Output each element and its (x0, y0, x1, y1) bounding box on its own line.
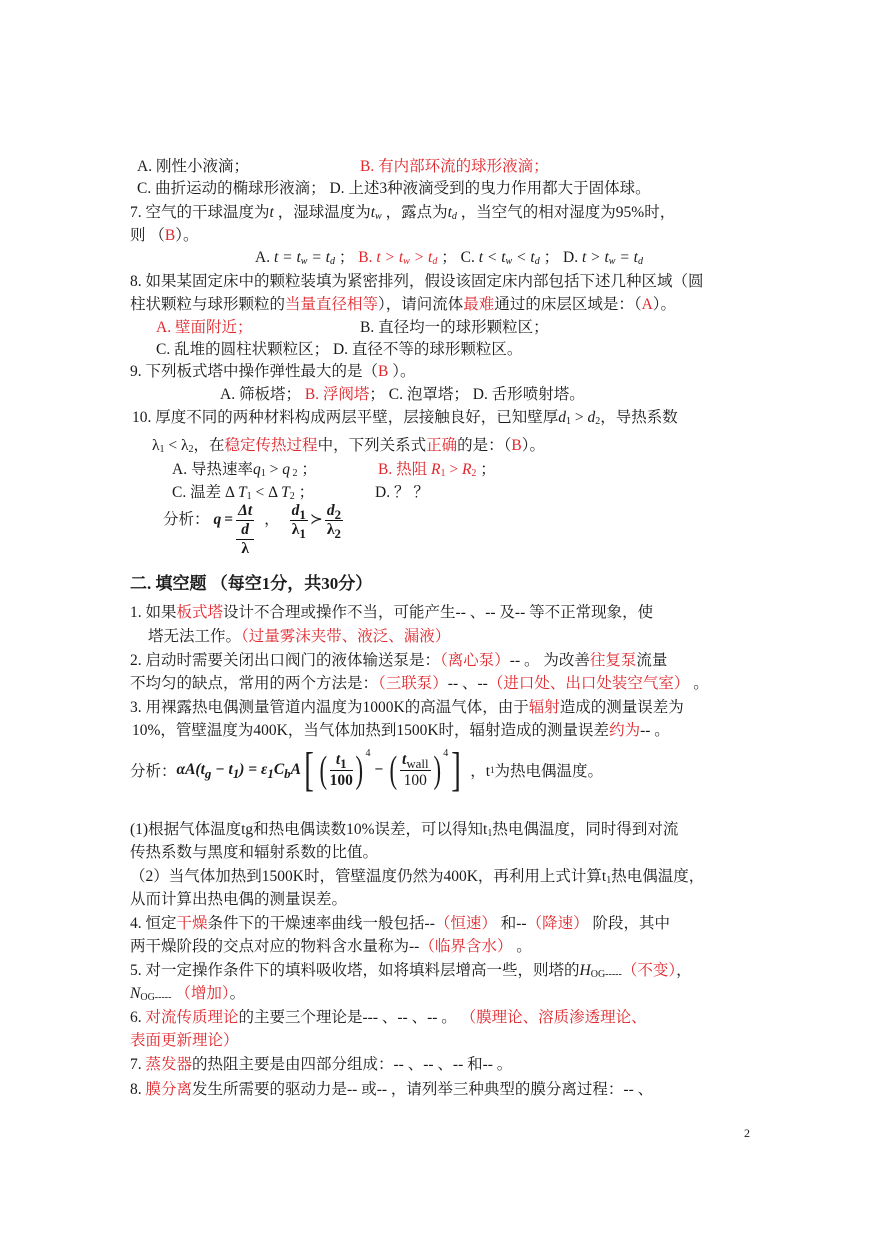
paren: ( (319, 749, 328, 791)
text-segment: t = t (273, 249, 301, 266)
text-line (130, 272, 704, 292)
tail: ，t (470, 763, 491, 780)
text-segment: 2 (289, 491, 295, 502)
answer-text: B (378, 363, 389, 380)
text-segment: 。 (229, 985, 246, 1002)
text-segment: C. 温差 Δ (172, 484, 238, 501)
text-segment: 1 (487, 828, 493, 839)
text-segment: < t (512, 249, 535, 266)
text-segment: 热电偶温度， (611, 868, 705, 885)
text-segment: 8. 如果某固定床中的颗粒装填为紧密排列，假设该固定床内部包括下述几种区域（圆 (130, 273, 704, 290)
text-segment: q (252, 461, 261, 478)
t1-sub: 1 (340, 755, 347, 771)
text-segment: H (579, 962, 591, 979)
answer-text: 表面更新理论） (130, 1032, 239, 1049)
text-segment: w (505, 256, 513, 267)
text-line (130, 961, 692, 981)
rp: ) = ε (239, 761, 268, 778)
minus: − (374, 761, 384, 778)
text-segment: -- 。 (640, 722, 670, 739)
answer-text: t > t (376, 249, 404, 266)
text-line (130, 362, 416, 382)
text-segment: 1 (566, 416, 572, 427)
t1: t (335, 750, 341, 768)
text-segment: 1 (246, 491, 252, 502)
sub-e1: 1 (267, 766, 274, 782)
formula-label: 分析： (130, 763, 177, 780)
text-segment: ； (334, 249, 359, 266)
text-segment: C. 乱堆的圆柱状颗粒区； D. 直径不等的球形颗粒区。 (156, 341, 523, 358)
l1: λ (291, 521, 300, 538)
text-line (130, 295, 676, 315)
text-segment: 10%，管壁温度为400K，当气体加热到1500K时，辐射造成的测量误差 (132, 722, 610, 739)
text-segment: 的主要三个理论是--- 、-- 、-- 。 (238, 1009, 461, 1026)
text-segment: ），请问流体 (378, 296, 464, 313)
answer-text: 板式塔 (176, 604, 224, 621)
answer-text: R (461, 461, 472, 478)
text-segment: ； D. (539, 249, 582, 266)
sub2b: 2 (334, 526, 341, 542)
text-segment: d (534, 256, 540, 267)
text-segment: 塔无法工作。 (148, 628, 242, 645)
paren: ) (433, 749, 441, 791)
text-line (156, 340, 522, 360)
text-segment: N (130, 985, 141, 1002)
text-line (137, 157, 249, 177)
right-bracket: ] (451, 743, 462, 796)
text-segment: 2. 启动时需要关闭出口阀门的液体输送泵是： (130, 652, 441, 669)
text-segment: （2）当气体加热到1500K时，管壁温度仍然为400K，再利用上式计算t (130, 868, 607, 885)
answer-text: d (432, 256, 438, 267)
answer-text: 蒸发器 (145, 1056, 193, 1073)
text-segment: 传热系数与黑度和辐射系数的比值。 (130, 844, 379, 861)
text-segment: OG----- (590, 969, 622, 980)
text-line (130, 1055, 512, 1075)
text-line (220, 385, 585, 405)
text-line (130, 914, 670, 934)
hundred: 100 (329, 771, 353, 789)
text-segment: 中，下列关系式 (317, 437, 427, 454)
answer-text: 辐射 (528, 699, 560, 716)
answer-text: 稳定传热过程 (224, 437, 318, 454)
text-segment: A. 刚性小液滴； (137, 158, 249, 175)
text-line (156, 318, 252, 338)
text-segment: 7. (130, 1056, 146, 1073)
text-segment: 从而计算出热电偶的测量误差。 (130, 891, 348, 908)
answer-text: > (445, 461, 462, 478)
text-segment: 柱状颗粒与球形颗粒的 (130, 296, 286, 313)
text-segment: t (269, 204, 274, 221)
text-segment: > (571, 409, 588, 426)
text-segment: 。 (512, 938, 532, 955)
text-line (130, 867, 704, 887)
text-line (148, 627, 450, 647)
minus: − t (211, 761, 233, 778)
text-segment: ，导热系数 (600, 409, 678, 426)
succeeds-sign: ≻ (309, 511, 323, 528)
text-segment: < Δ (251, 484, 282, 501)
answer-text: B. (358, 249, 377, 266)
text-line (378, 460, 496, 480)
text-segment: 2 (289, 468, 298, 479)
text-segment: t > t (581, 249, 609, 266)
answer-text: B. 浮阀塔 (304, 386, 370, 403)
text-segment: 热电偶温度，同时得到对流 (492, 821, 679, 838)
answer-text: （离心泵） (440, 652, 510, 669)
text-segment: 的热阻主要是由四部分组成：-- 、-- 、-- 和-- 。 (192, 1056, 513, 1073)
text-segment: > (265, 461, 283, 478)
text-line (130, 603, 653, 623)
text-segment: ）。 (652, 296, 677, 313)
text-segment: 1. 如果 (130, 604, 177, 621)
text-segment: q (282, 461, 290, 478)
fraction-d1 (290, 502, 308, 542)
power: 4 (443, 748, 449, 759)
answer-text: 正确 (426, 437, 458, 454)
answer-text: A. 壁面附近； (156, 319, 253, 336)
l2: λ (326, 521, 335, 538)
text-segment: w (608, 256, 616, 267)
text-segment: D. ？ ？ (375, 484, 429, 501)
formula-comma: ， (264, 511, 280, 528)
text-segment: 通过的床层区域是：（ (494, 296, 642, 313)
text-segment: ， (676, 962, 692, 979)
answer-text: B (164, 227, 176, 244)
text-segment: 两干燥阶段的交点对应的物料含水量称为-- (130, 938, 420, 955)
answer-text: （进口处、出口处装空气室） (487, 675, 690, 692)
text-segment: A. 导热速率 (172, 461, 253, 478)
text-segment: 5. 对一定操作条件下的填料吸收塔，如将填料层增高一些，则塔的 (130, 962, 580, 979)
text-line (130, 651, 667, 671)
text-segment: t (447, 204, 452, 221)
text-line (130, 890, 347, 910)
text-line (130, 820, 678, 840)
fraction-twall (400, 750, 431, 791)
answer-text: 对流传质理论 (145, 1009, 239, 1026)
answer-text: （三联泵） (378, 675, 448, 692)
answer-text: R (430, 461, 441, 478)
sub-1: 1 (232, 766, 240, 782)
text-segment: 6. (130, 1009, 146, 1026)
text-segment: 则 （ (130, 227, 165, 244)
answer-text: （恒速） (434, 915, 497, 932)
tw: t (402, 750, 407, 768)
text-line (137, 179, 651, 199)
text-line (172, 483, 314, 503)
answer-text: （膜理论、溶质渗透理论、 (460, 1009, 647, 1026)
answer-text: 最难 (463, 296, 495, 313)
analysis-formula-heat-resistance (163, 502, 343, 560)
text-line (152, 436, 545, 456)
text-line (130, 937, 532, 957)
cb: C (273, 761, 285, 778)
text-segment: ，当空气的相对湿度为95%时， (456, 204, 676, 221)
answer-text: 膜分离 (145, 1081, 193, 1098)
text-segment: d (587, 409, 596, 426)
hundred: 100 (403, 771, 427, 789)
lhs: αA(t (176, 761, 205, 778)
text-segment: T (237, 484, 247, 501)
sub-g: g (204, 766, 212, 782)
text-segment: ； C. 泡罩塔； D. 舌形喷射塔。 (369, 386, 585, 403)
text-segment: 流量 (636, 652, 668, 669)
answer-text: 2 (471, 468, 477, 479)
text-segment: d (637, 256, 643, 267)
sub1: 1 (299, 507, 306, 523)
text-line (130, 843, 378, 863)
answer-text: （降速） (526, 915, 589, 932)
text-line (130, 203, 675, 223)
answer-text: B. 有内部环流的球形液滴； (360, 158, 549, 175)
answer-text: B (511, 437, 522, 454)
text-segment: w (300, 256, 308, 267)
text-line (130, 698, 684, 718)
paren: ) (355, 749, 363, 791)
answer-text: 干燥 (176, 915, 208, 932)
text-segment: 。 (689, 675, 709, 692)
text-segment: ，湿球温度为 (273, 204, 371, 221)
text-segment: 和-- (496, 915, 527, 932)
text-segment: 8. (130, 1081, 146, 1098)
text-segment: 二. 填空题 （每空1分，共30分） (130, 574, 373, 593)
paren: ( (389, 749, 398, 791)
text-segment: ，露点为 (381, 204, 448, 221)
text-segment: 条件下的干燥速率曲线一般包括-- (207, 915, 435, 932)
formula-q: q (213, 511, 222, 528)
text-segment: 1 (159, 444, 165, 455)
text-segment: 1 (260, 468, 266, 479)
formula-label: 分析： (163, 511, 210, 528)
sub2: 2 (334, 507, 342, 523)
text-segment: ； (297, 461, 317, 478)
text-segment: d (329, 256, 335, 267)
answer-text: 1 (440, 468, 446, 479)
text-line (360, 318, 549, 338)
text-segment: -- 。 为改善 (509, 652, 590, 669)
text-segment: ； (294, 484, 315, 501)
text-segment: λ (152, 437, 160, 454)
text-segment: ）。 (521, 437, 545, 454)
fraction-q (236, 502, 254, 558)
power: 4 (365, 748, 371, 759)
text-segment: ）。 (175, 227, 199, 244)
text-segment: < λ (164, 437, 189, 454)
formula-eq: = (224, 511, 234, 528)
text-segment: 2 (188, 444, 194, 455)
answer-text: > t (409, 249, 433, 266)
text-segment: ）。 (388, 363, 416, 380)
text-segment: 10. 厚度不同的两种材料构成两层平壁，层接触良好，已知壁厚 (132, 409, 559, 426)
text-segment: 2 (595, 416, 601, 427)
text-segment: 不均匀的缺点，常用的两个方法是： (130, 675, 379, 692)
den-num: d (236, 521, 254, 540)
answer-text: 往复泵 (589, 652, 637, 669)
text-segment: 设计不合理或操作不当，可能产生-- 、-- 及-- 等不正常现象，使 (223, 604, 654, 621)
text-segment: d (451, 211, 457, 222)
text-segment: d (558, 409, 567, 426)
text-segment: T (281, 484, 290, 501)
text-segment: OG----- (140, 992, 172, 1003)
text-segment: w (375, 211, 382, 222)
text-segment: C. 曲折运动的椭球形液滴； D. 上述3种液滴受到的曳力作用都大于固体球。 (137, 180, 651, 197)
d2: d (326, 502, 335, 519)
text-line (360, 157, 549, 177)
text-segment: 阶段，其中 (588, 915, 670, 932)
text-segment: -- 、-- (447, 675, 488, 692)
text-segment: 的是：（ (457, 437, 512, 454)
text-segment: A. 筛板塔； (220, 386, 305, 403)
answer-text: w (403, 256, 410, 267)
denominator (236, 521, 254, 558)
page-number: 2 (744, 1126, 750, 1140)
answer-text: 当量直径相等 (285, 296, 379, 313)
d1: d (291, 502, 300, 519)
answer-text: （不变） (621, 962, 677, 979)
text-segment: = t (307, 249, 330, 266)
text-segment: ； (476, 461, 496, 478)
text-line (132, 408, 678, 428)
text-segment: 4. 恒定 (130, 915, 177, 932)
sub-b: b (284, 766, 291, 782)
text-line (255, 248, 643, 268)
answer-text: B. 热阻 (378, 461, 431, 478)
fraction-d2 (325, 502, 343, 542)
text-line (130, 1008, 647, 1028)
text-line (130, 1080, 653, 1100)
text-line (130, 984, 245, 1004)
answer-text: （过量雾沫夹带、液泛、漏液） (241, 628, 451, 645)
text-segment: 3. 用裸露热电偶测量管道内温度为1000K的高温气体，由于 (130, 699, 529, 716)
text-segment: 9. 下列板式塔中操作弹性最大的是（ (130, 363, 379, 380)
wall-sub: wall (406, 755, 429, 771)
text-line (130, 574, 372, 594)
text-line (375, 483, 429, 503)
left-bracket: [ (304, 743, 314, 796)
sub1b: 1 (299, 526, 306, 542)
answer-text: （增加） (171, 985, 230, 1002)
answer-text: 约为 (609, 722, 641, 739)
text-segment: 7. 空气的干球温度为 (130, 204, 270, 221)
analysis-formula-radiation: 分析： $\alpha A(t_g - t_1) = \varepsilon_1C_bA$ [ ( $\frac{t_1}{100}$ ) 4 − ( $\frac{t_{wall}}{100}$ ) 4 ] ，t 1 为热电偶温度。 (130, 743, 604, 796)
text-line (130, 226, 199, 246)
text-segment: t < t (478, 249, 506, 266)
numerator: Δt (238, 502, 253, 519)
a: A (290, 761, 301, 778)
answer-text: A (641, 296, 653, 313)
tail-text: 为热电偶温度。 (494, 763, 604, 780)
text-segment: B. 直径均一的球形颗粒区； (360, 319, 549, 336)
text-segment: = t (615, 249, 638, 266)
text-segment: A. (255, 249, 274, 266)
den-den: λ (241, 540, 249, 557)
text-segment: t (370, 204, 376, 221)
text-segment: 造成的测量误差为 (559, 699, 684, 716)
fraction-t1 (330, 750, 353, 791)
text-segment: 发生所需要的驱动力是-- 或-- ，请列举三种典型的膜分离过程：-- 、 (192, 1081, 654, 1098)
text-line (130, 674, 709, 694)
text-segment: (1)根据气体温度tg和热电偶读数10%误差，可以得知t (130, 821, 488, 838)
text-line (172, 460, 317, 480)
text-line (132, 721, 670, 741)
text-segment: ； C. (437, 249, 479, 266)
answer-text: （临界含水） (419, 938, 513, 955)
text-segment: ，在 (193, 437, 225, 454)
text-line (130, 1031, 239, 1051)
text-segment: 1 (606, 875, 612, 886)
